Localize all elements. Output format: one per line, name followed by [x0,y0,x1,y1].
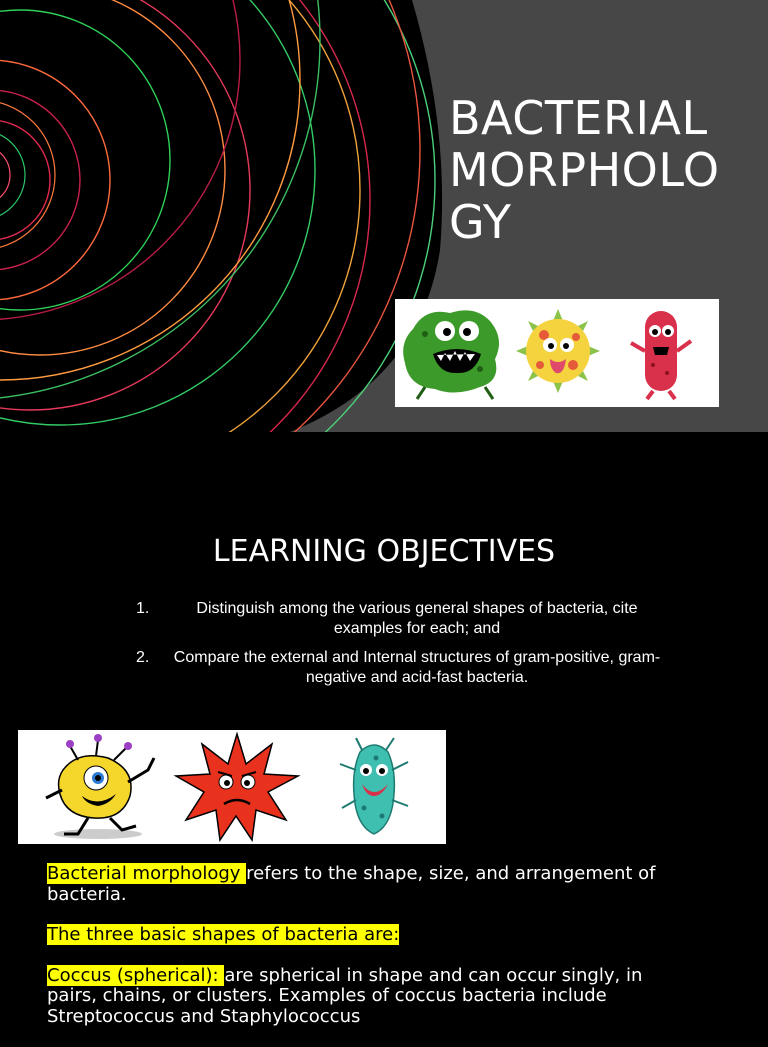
cartoon-germs-image-2 [18,730,446,844]
teal-germ-icon [302,730,446,844]
pink-bacillus-icon [631,311,691,399]
green-germ-icon [403,310,499,399]
list-item-number: 1. [136,600,150,617]
definition-paragraph [47,864,687,905]
shapes-intro-paragraph [47,925,687,946]
coccus-paragraph [47,966,687,1028]
objectives-slide [0,434,768,1027]
objectives-heading: LEARNING OBJECTIVES [212,534,556,569]
title-line-3: GY [449,195,512,249]
objectives-list [124,599,664,697]
highlight-term: Bacterial morphology [47,863,247,884]
paragraph-text: are spherical in shape and can occur singly, in pairs, chains, or clusters. Examples of coccus bacteria include Streptococcus and Staphylococcus [47,964,643,1027]
highlight-term: Coccus (spherical): [47,964,225,986]
yellow-germ-icon [18,730,178,844]
list-item [124,599,664,639]
body-text [47,864,687,1047]
title-line-2: MORPHOLO [449,143,720,197]
cartoon-germs-image [395,299,719,407]
highlight-term: The three basic shapes of bacteria are: [47,924,400,945]
title-slide [0,0,768,432]
slide-title [449,92,749,248]
list-item-text: Distinguish among the various general shapes of bacteria, cite examples for each; and [196,600,638,637]
paragraph-text: refers to the shape, size, and arrangement of bacteria. [47,863,656,905]
red-spiky-germ-icon [172,730,302,844]
list-item-number: 2. [136,649,150,666]
title-line-1: BACTERIAL [449,91,708,145]
list-item [124,648,664,688]
list-item-text: Compare the external and Internal structures of gram-positive, gram-negative and acid-fast bacteria. [173,649,661,686]
spiky-virus-icon [516,309,600,393]
